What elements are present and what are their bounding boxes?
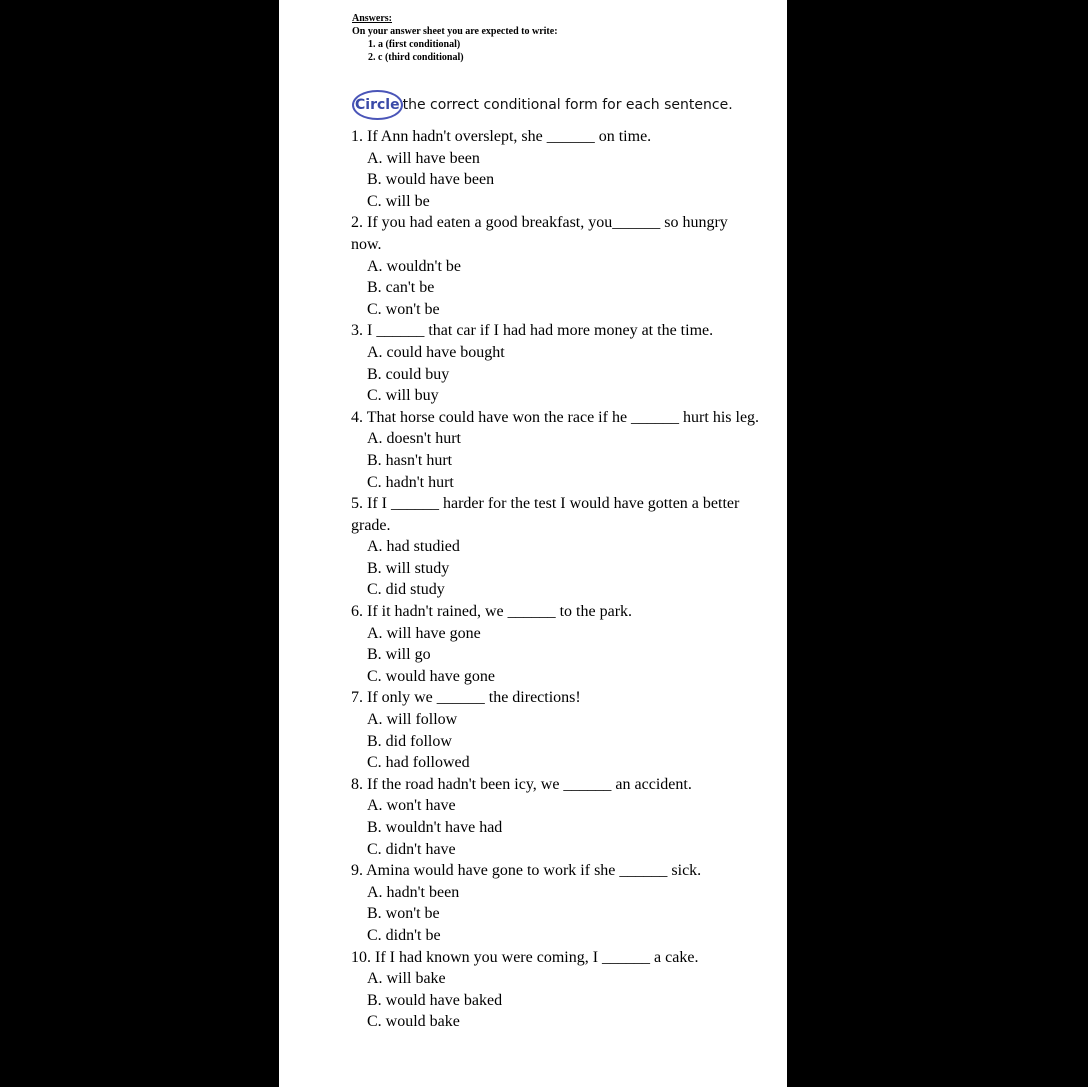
question-text: 3. I ______ that car if I had had more money at the time. [351, 322, 714, 340]
question-list [351, 126, 761, 1033]
answer-option[interactable]: B. hasn't hurt [367, 451, 453, 469]
answers-title: Answers: [352, 13, 392, 24]
question-8 [351, 774, 761, 860]
answer-option[interactable]: A. will follow [367, 711, 458, 729]
answer-option[interactable]: A. will have been [367, 149, 480, 167]
answer-option[interactable]: C. didn't be [367, 926, 441, 944]
answer-option[interactable]: C. had followed [367, 754, 470, 772]
answer-option[interactable]: C. would have gone [367, 667, 495, 685]
answer-option[interactable]: A. will bake [367, 970, 446, 988]
answer-option[interactable]: A. wouldn't be [367, 257, 461, 275]
answer-option[interactable]: C. won't be [367, 300, 440, 318]
question-text: 8. If the road hadn't been icy, we ______ an accident. [351, 775, 692, 793]
answer-option[interactable]: A. had studied [367, 538, 460, 556]
answer-option[interactable]: B. will go [367, 646, 431, 664]
answer-option[interactable]: C. did study [367, 581, 445, 599]
answer-option[interactable]: B. can't be [367, 279, 435, 297]
answer-item: 1. a (first conditional) [368, 39, 461, 50]
answer-option[interactable]: B. did follow [367, 732, 452, 750]
question-10 [351, 947, 761, 1033]
question-text: 7. If only we ______ the directions! [351, 689, 581, 707]
question-2 [351, 212, 761, 320]
question-3 [351, 320, 761, 406]
question-9 [351, 860, 761, 946]
question-text: 10. If I had known you were coming, I ______ a cake. [351, 948, 699, 966]
question-1 [351, 126, 761, 212]
question-7 [351, 687, 761, 773]
answer-option[interactable]: B. wouldn't have had [367, 819, 503, 836]
worksheet-page [279, 0, 787, 1087]
answer-option[interactable]: C. hadn't hurt [367, 473, 454, 491]
answer-item: 2. c (third conditional) [368, 52, 464, 63]
instruction-text: the correct conditional form for each sentence. [402, 97, 733, 113]
answers-box [352, 12, 558, 64]
question-text: 2. If you had eaten a good breakfast, you______ so hungry now. [351, 214, 728, 253]
question-text: 6. If it hadn't rained, we ______ to the park. [351, 603, 633, 621]
answer-option[interactable]: A. doesn't hurt [367, 430, 461, 448]
answer-option[interactable]: B. would have baked [367, 991, 503, 1009]
question-text: 5. If I ______ harder for the test I would have gotten a better grade. [351, 495, 740, 534]
question-4 [351, 407, 761, 493]
answer-option[interactable]: C. will buy [367, 387, 439, 405]
answer-option[interactable]: A. won't have [367, 797, 456, 815]
question-6 [351, 601, 761, 687]
question-5 [351, 493, 761, 601]
question-text: 4. That horse could have won the race if he ______ hurt his leg. [351, 408, 760, 426]
answer-option[interactable]: A. could have bought [367, 343, 505, 361]
answer-option[interactable]: B. could buy [367, 365, 450, 383]
answers-subtitle: On your answer sheet you are expected to write: [352, 26, 558, 37]
answer-option[interactable]: B. would have been [367, 171, 495, 189]
answer-option[interactable]: C. will be [367, 192, 430, 210]
answer-option[interactable]: C. would bake [367, 1013, 460, 1031]
answer-option[interactable]: A. hadn't been [367, 883, 460, 901]
answer-option[interactable]: B. won't be [367, 905, 440, 923]
answer-option[interactable]: C. didn't have [367, 840, 456, 858]
instruction [352, 90, 733, 120]
answer-option[interactable]: A. will have gone [367, 624, 481, 642]
answer-option[interactable]: B. will study [367, 559, 450, 577]
question-text: 9. Amina would have gone to work if she ______ sick. [351, 862, 702, 880]
question-text: 1. If Ann hadn't overslept, she ______ on time. [351, 128, 652, 145]
circle-word: Circle [352, 90, 403, 120]
